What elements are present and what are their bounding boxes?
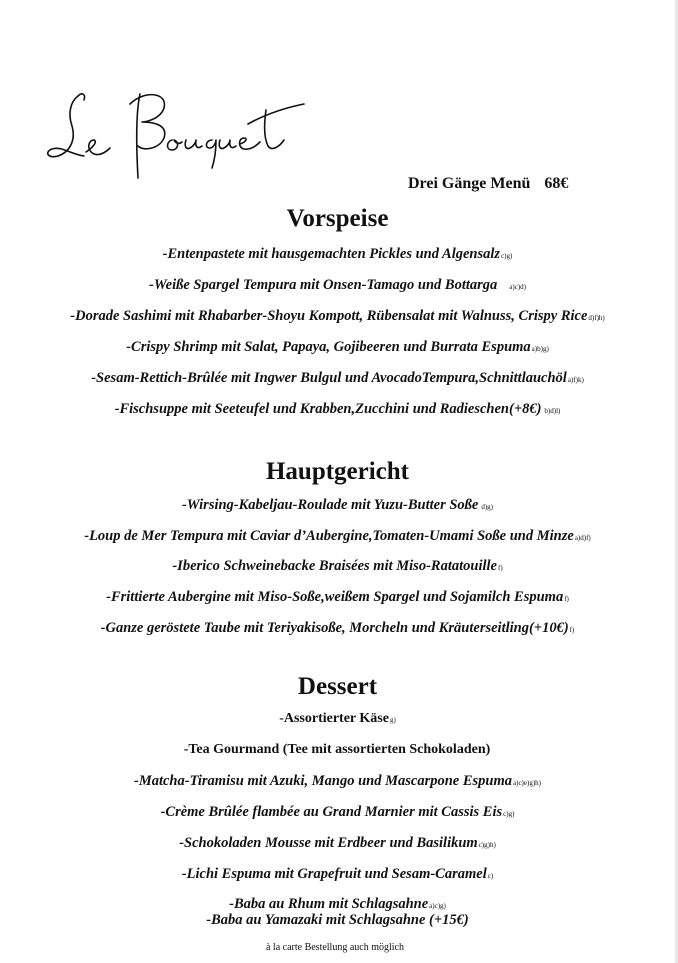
item-name: -Lichi Espuma mit Grapefruit und Sesam-Caramel	[181, 866, 487, 882]
item-name: -Ganze geröstete Taube mit Teriyakisoße, Morcheln und Kräuterseitling(+10€)	[100, 620, 569, 636]
menu-item	[0, 246, 675, 263]
section-title-hauptgericht: Hauptgericht	[265, 458, 410, 485]
menu-item	[0, 589, 675, 606]
menu-item	[0, 308, 675, 325]
item-name: -Sesam-Rettich-Brûlée mit Ingwer Bulgul und AvocadoTempura,Schnittlauchöl	[91, 370, 567, 386]
item-name: -Frittierte Aubergine mit Miso-Soße,weißem Spargel und Sojamilch Espuma	[106, 589, 564, 605]
allergen-codes: f)	[564, 595, 569, 603]
item-name: -Tea Gourmand (Tee mit assortierten Schokoladen)	[183, 742, 491, 757]
item-name: -Baba au Rhum mit Schlagsahne	[229, 896, 429, 912]
item-name: -Assortierter Käse	[279, 711, 389, 726]
menu-item	[0, 620, 675, 637]
menu-item	[0, 866, 675, 883]
item-name: -Fischsuppe mit Seeteufel und Krabben,Zucchini und Radieschen(+8€)	[114, 401, 542, 417]
menu-title: Drei Gänge Menü	[408, 175, 531, 192]
allergen-codes: a)c)d)	[509, 283, 527, 291]
allergen-codes: c)	[487, 872, 494, 880]
menu-item	[0, 558, 675, 575]
allergen-codes: a)c)e)g)h)	[513, 779, 541, 787]
menu-item	[0, 370, 675, 387]
item-name: -Crispy Shrimp mit Salat, Papaya, Gojibeeren und Burrata Espuma	[126, 339, 531, 355]
item-name: -Entenpastete mit hausgemachten Pickles und Algensalz	[162, 246, 501, 262]
menu-item	[0, 773, 675, 790]
section-title-dessert: Dessert	[297, 673, 378, 700]
menu-item	[0, 339, 675, 356]
allergen-codes: f)	[569, 626, 575, 634]
item-name: -Iberico Schweinebacke Braisées mit Miso-Ratatouille	[172, 558, 497, 574]
menu-item	[0, 277, 675, 294]
footer-note: à la carte Bestellung auch möglich	[265, 942, 404, 953]
allergen-codes: f)	[497, 564, 503, 572]
item-name: -Loup de Mer Tempura mit Caviar d’Aubergine,Tomaten-Umami Soße und Minze	[84, 528, 574, 544]
allergen-codes: a)c)g)	[429, 902, 446, 910]
allergen-codes: d)f)h)	[588, 314, 605, 322]
allergen-codes: c)g)h)	[478, 841, 496, 849]
menu-item	[0, 912, 675, 929]
allergen-codes: d)g)	[481, 503, 494, 511]
menu-item	[0, 497, 675, 514]
menu-price: 68€	[544, 175, 569, 192]
menu-item	[0, 711, 675, 727]
item-name: -Crème Brûlée flambée au Grand Marnier mit Cassis Eis	[160, 804, 503, 820]
allergen-codes: c)g)	[503, 810, 515, 818]
item-name: -Baba au Yamazaki mit Schlagsahne (+15€)	[206, 912, 469, 928]
item-name: -Wirsing-Kabeljau-Roulade mit Yuzu-Butter Soße	[181, 497, 479, 513]
allergen-codes: a)b)g)	[531, 345, 549, 353]
menu-header	[408, 175, 568, 193]
item-name: -Matcha-Tiramisu mit Azuki, Mango und Mascarpone Espuma	[133, 773, 513, 789]
item-name: -Weiße Spargel Tempura mit Onsen-Tamago und Bottarga	[148, 277, 498, 293]
le-bouquet-logo	[40, 82, 310, 182]
menu-item	[0, 804, 675, 821]
allergen-codes: a)d)f)	[574, 534, 591, 542]
section-title-vorspeise: Vorspeise	[286, 205, 389, 232]
item-name: -Dorade Sashimi mit Rhabarber-Shoyu Kompott, Rübensalat mit Walnuss, Crispy Rice	[70, 308, 588, 324]
menu-item	[0, 401, 675, 418]
item-name: -Schokoladen Mousse mit Erdbeer und Basilikum	[179, 835, 478, 851]
allergen-codes: b)d)l)	[544, 407, 561, 415]
menu-item	[0, 896, 675, 913]
menu-item	[0, 742, 675, 758]
menu-item	[0, 528, 675, 545]
allergen-codes: g)	[389, 716, 396, 724]
allergen-codes: a)f)k)	[567, 376, 584, 384]
allergen-codes: c)g)	[501, 252, 513, 260]
menu-item	[0, 835, 675, 852]
